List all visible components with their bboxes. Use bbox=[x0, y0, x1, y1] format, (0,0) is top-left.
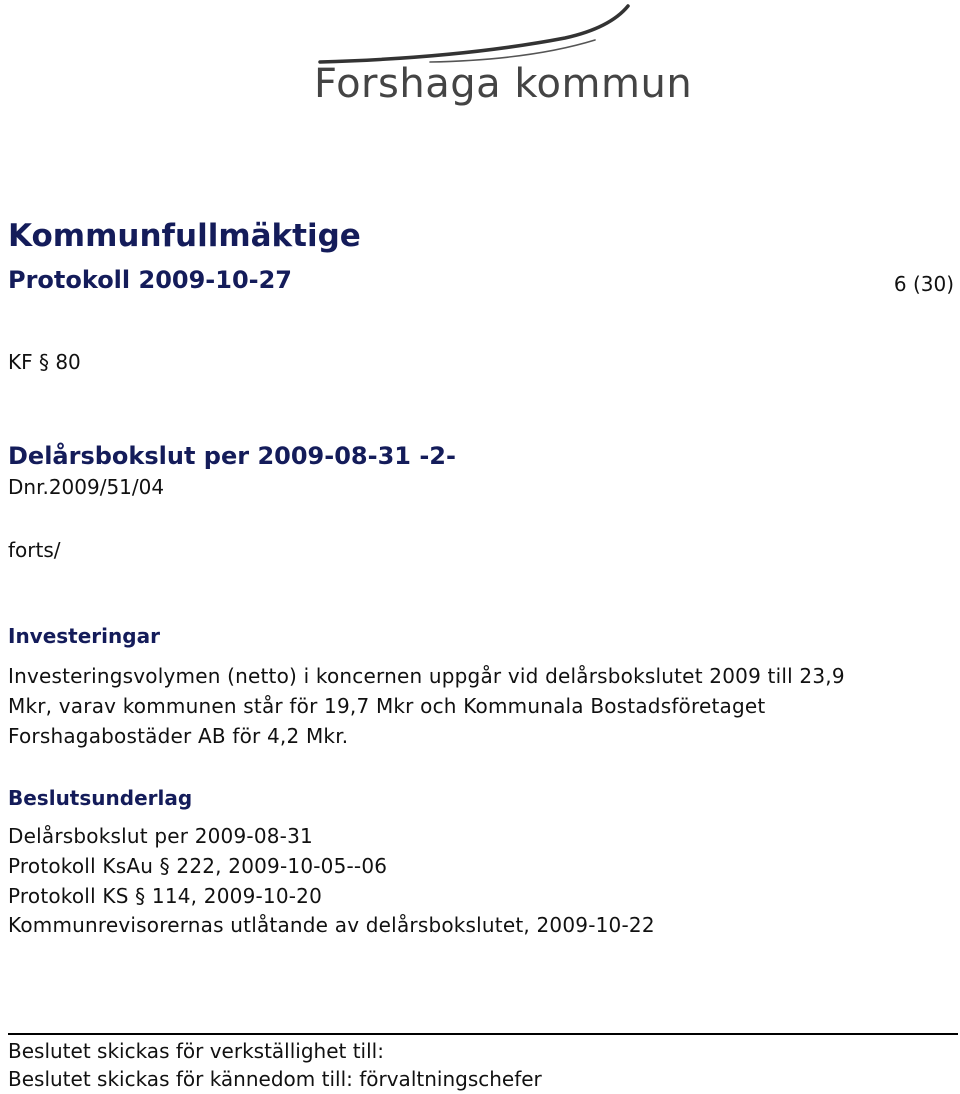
committee-title: Kommunfullmäktige bbox=[8, 218, 361, 254]
divider bbox=[8, 1033, 958, 1035]
basis-item: Kommunrevisorernas utlåtande av delårsbokslutet, 2009-10-22 bbox=[8, 913, 655, 937]
registration-number: Dnr.2009/51/04 bbox=[8, 475, 165, 499]
distribution-information: Beslutet skickas för kännedom till: förvaltningschefer bbox=[8, 1067, 542, 1091]
investments-line: Investeringsvolymen (netto) i koncernen uppgår vid delårsbokslutet 2009 till 23,9 bbox=[8, 664, 845, 688]
protocol-date: Protokoll 2009-10-27 bbox=[8, 266, 293, 294]
logo-swoosh-icon bbox=[310, 0, 660, 70]
page-number: 6 (30) bbox=[893, 272, 954, 296]
basis-item: Protokoll KS § 114, 2009-10-20 bbox=[8, 884, 323, 908]
logo bbox=[310, 0, 693, 120]
item-title: Delårsbokslut per 2009-08-31 -2- bbox=[8, 442, 456, 470]
investments-line: Forshagabostäder AB för 4,2 Mkr. bbox=[8, 724, 349, 748]
basis-item: Delårsbokslut per 2009-08-31 bbox=[8, 824, 313, 848]
basis-heading: Beslutsunderlag bbox=[8, 786, 193, 810]
continued-label: forts/ bbox=[8, 538, 61, 562]
investments-heading: Investeringar bbox=[8, 624, 160, 648]
paragraph-number: KF § 80 bbox=[8, 350, 81, 374]
logo-text: Forshaga kommun bbox=[314, 61, 693, 107]
distribution-execution: Beslutet skickas för verkställighet till: bbox=[8, 1039, 384, 1063]
basis-item: Protokoll KsAu § 222, 2009-10-05--06 bbox=[8, 854, 388, 878]
investments-line: Mkr, varav kommunen står för 19,7 Mkr och Kommunala Bostadsföretaget bbox=[8, 694, 766, 718]
